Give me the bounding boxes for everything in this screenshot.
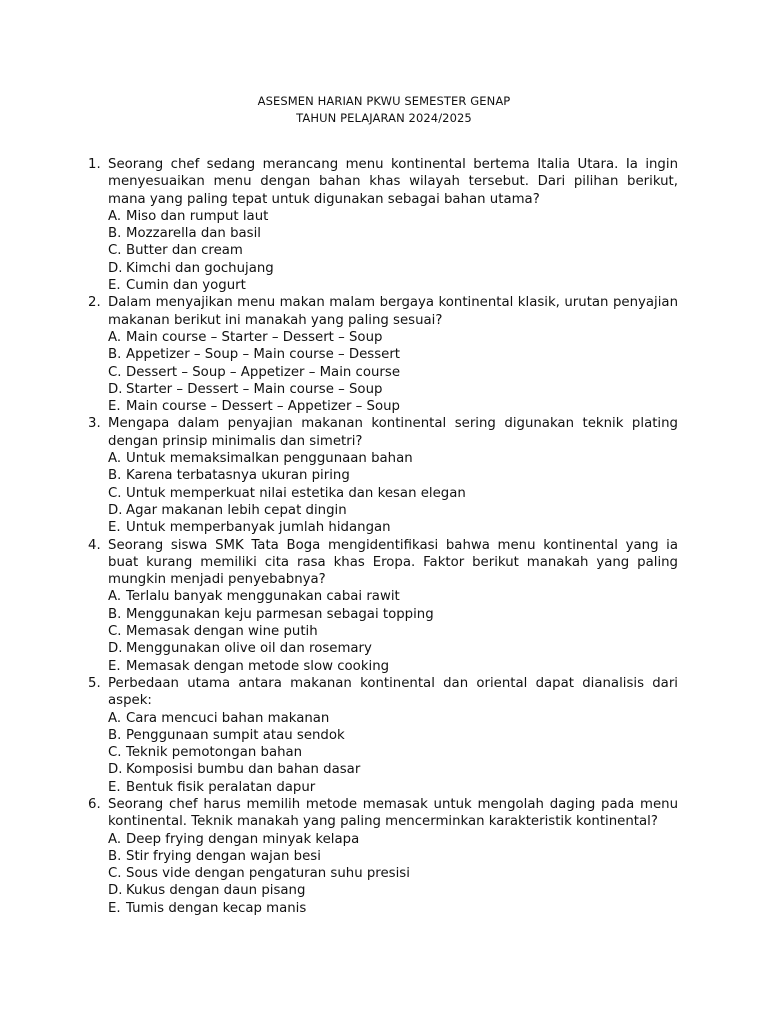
answer-option xyxy=(108,208,678,225)
option-text: Starter – Dessert – Main course – Soup xyxy=(126,381,383,397)
option-text: Bentuk fisik peralatan dapur xyxy=(126,779,316,795)
option-text: Untuk memperkuat nilai estetika dan kesan elegan xyxy=(126,485,466,501)
option-text: Tumis dengan kecap manis xyxy=(126,900,307,916)
answer-option xyxy=(108,658,678,675)
question-list xyxy=(88,156,678,917)
answer-option xyxy=(108,502,678,519)
option-letter: D. xyxy=(108,381,123,397)
question-number: 2. xyxy=(88,295,101,311)
option-letter: E. xyxy=(108,278,121,294)
option-letter: C. xyxy=(108,745,122,761)
answer-option xyxy=(108,831,678,848)
option-text: Penggunaan sumpit atau sendok xyxy=(126,727,345,743)
option-text: Mozzarella dan basil xyxy=(126,226,261,242)
answer-option xyxy=(108,623,678,640)
option-letter: E. xyxy=(108,399,121,415)
answer-option xyxy=(108,329,678,346)
option-text: Untuk memperbanyak jumlah hidangan xyxy=(126,520,391,536)
answer-option xyxy=(108,364,678,381)
document-header xyxy=(0,93,768,127)
question-number: 1. xyxy=(88,157,101,172)
answer-option xyxy=(108,640,678,657)
header-subtitle: TAHUN PELAJARAN 2024/2025 xyxy=(296,111,472,125)
option-letter: B. xyxy=(108,727,122,743)
question-text: Seorang siswa SMK Tata Boga mengidentifikasi bahwa menu kontinental yang ia buat kurang memiliki cita rasa khas Eropa. Faktor berikut manakah yang paling mungkin menjadi penyebabnya? xyxy=(108,537,678,588)
answer-option xyxy=(108,744,678,761)
answer-option xyxy=(108,225,678,242)
option-letter: A. xyxy=(108,451,122,467)
option-text: Stir frying dengan wajan besi xyxy=(126,848,321,864)
answer-option xyxy=(108,865,678,882)
answer-options xyxy=(108,710,678,796)
answer-option xyxy=(108,381,678,398)
answer-option xyxy=(108,900,678,917)
answer-option xyxy=(108,761,678,778)
option-text: Terlalu banyak menggunakan cabai rawit xyxy=(126,589,400,605)
option-letter: B. xyxy=(108,226,122,242)
option-text: Miso dan rumput laut xyxy=(126,208,269,224)
option-text: Deep frying dengan minyak kelapa xyxy=(126,831,360,847)
option-text: Memasak dengan metode slow cooking xyxy=(126,658,390,674)
option-text: Dessert – Soup – Appetizer – Main course xyxy=(126,364,400,380)
option-text: Teknik pemotongan bahan xyxy=(126,745,303,761)
question-item xyxy=(88,537,678,675)
answer-options xyxy=(108,450,678,536)
option-text: Menggunakan keju parmesan sebagai topping xyxy=(126,606,434,622)
answer-option xyxy=(108,779,678,796)
option-text: Kimchi dan gochujang xyxy=(126,260,274,276)
answer-options xyxy=(108,831,678,917)
option-letter: A. xyxy=(108,589,122,605)
option-letter: A. xyxy=(108,710,122,726)
option-text: Menggunakan olive oil dan rosemary xyxy=(126,641,372,657)
question-text: Seorang chef harus memilih metode memasak untuk mengolah daging pada menu kontinental. Teknik manakah yang paling mencerminkan karakteristik kontinental? xyxy=(108,796,678,830)
question-number: 6. xyxy=(88,796,101,812)
option-letter: D. xyxy=(108,641,123,657)
answer-option xyxy=(108,848,678,865)
answer-option xyxy=(108,727,678,744)
answer-option xyxy=(108,450,678,467)
question-item xyxy=(88,675,678,796)
answer-option xyxy=(108,710,678,727)
option-letter: D. xyxy=(108,502,123,518)
question-item xyxy=(88,796,678,917)
option-letter: B. xyxy=(108,468,122,484)
answer-option xyxy=(108,485,678,502)
answer-options xyxy=(108,208,678,294)
option-text: Kukus dengan daun pisang xyxy=(126,883,306,899)
option-text: Main course – Dessert – Appetizer – Soup xyxy=(126,399,400,415)
option-text: Komposisi bumbu dan bahan dasar xyxy=(126,762,361,778)
question-item xyxy=(88,294,678,415)
answer-options xyxy=(108,329,678,415)
option-text: Cumin dan yogurt xyxy=(126,278,246,294)
option-letter: A. xyxy=(108,329,122,345)
answer-option xyxy=(108,606,678,623)
question-number: 5. xyxy=(88,675,101,691)
question-item xyxy=(88,415,678,536)
option-letter: B. xyxy=(108,848,122,864)
answer-option xyxy=(108,277,678,294)
option-letter: D. xyxy=(108,883,123,899)
option-letter: C. xyxy=(108,624,122,640)
option-letter: C. xyxy=(108,243,122,259)
option-letter: A. xyxy=(108,208,122,224)
answer-option xyxy=(108,882,678,899)
answer-option xyxy=(108,588,678,605)
option-letter: E. xyxy=(108,779,121,795)
option-letter: A. xyxy=(108,831,122,847)
question-text: Seorang chef sedang merancang menu kontinental bertema Italia Utara. Ia ingin menyesuaikan menu dengan bahan khas wilayah tersebut. Dari pilihan berikut, mana yang paling tepat untuk digunakan sebagai bahan utama? xyxy=(108,157,678,207)
answer-options xyxy=(108,588,678,674)
question-item xyxy=(88,156,678,294)
option-letter: B. xyxy=(108,347,122,363)
option-letter: C. xyxy=(108,485,122,501)
option-text: Cara mencuci bahan makanan xyxy=(126,710,330,726)
option-text: Untuk memaksimalkan penggunaan bahan xyxy=(126,451,413,467)
answer-option xyxy=(108,242,678,259)
option-letter: E. xyxy=(108,658,121,674)
option-letter: C. xyxy=(108,364,122,380)
option-text: Karena terbatasnya ukuran piring xyxy=(126,468,350,484)
question-text: Perbedaan utama antara makanan kontinental dan oriental dapat dianalisis dari aspek: xyxy=(108,675,678,709)
answer-option xyxy=(108,346,678,363)
option-text: Agar makanan lebih cepat dingin xyxy=(126,502,347,518)
option-letter: B. xyxy=(108,606,122,622)
option-text: Appetizer – Soup – Main course – Dessert xyxy=(126,347,400,363)
option-letter: E. xyxy=(108,900,121,916)
option-letter: C. xyxy=(108,866,122,882)
option-letter: D. xyxy=(108,260,123,276)
answer-option xyxy=(108,467,678,484)
question-number: 4. xyxy=(88,537,101,553)
header-title: ASESMEN HARIAN PKWU SEMESTER GENAP xyxy=(257,94,511,108)
option-text: Memasak dengan wine putih xyxy=(126,624,318,640)
option-letter: D. xyxy=(108,762,123,778)
question-number: 3. xyxy=(88,416,101,432)
question-text: Mengapa dalam penyajian makanan kontinental sering digunakan teknik plating dengan prinsip minimalis dan simetri? xyxy=(108,416,678,449)
option-letter: E. xyxy=(108,520,121,536)
answer-option xyxy=(108,398,678,415)
option-text: Sous vide dengan pengaturan suhu presisi xyxy=(126,866,410,882)
answer-option xyxy=(108,519,678,536)
option-text: Butter dan cream xyxy=(126,243,243,259)
answer-option xyxy=(108,260,678,277)
question-text: Dalam menyajikan menu makan malam bergaya kontinental klasik, urutan penyajian makanan berikut ini manakah yang paling sesuai? xyxy=(108,295,678,328)
option-text: Main course – Starter – Dessert – Soup xyxy=(126,329,383,345)
